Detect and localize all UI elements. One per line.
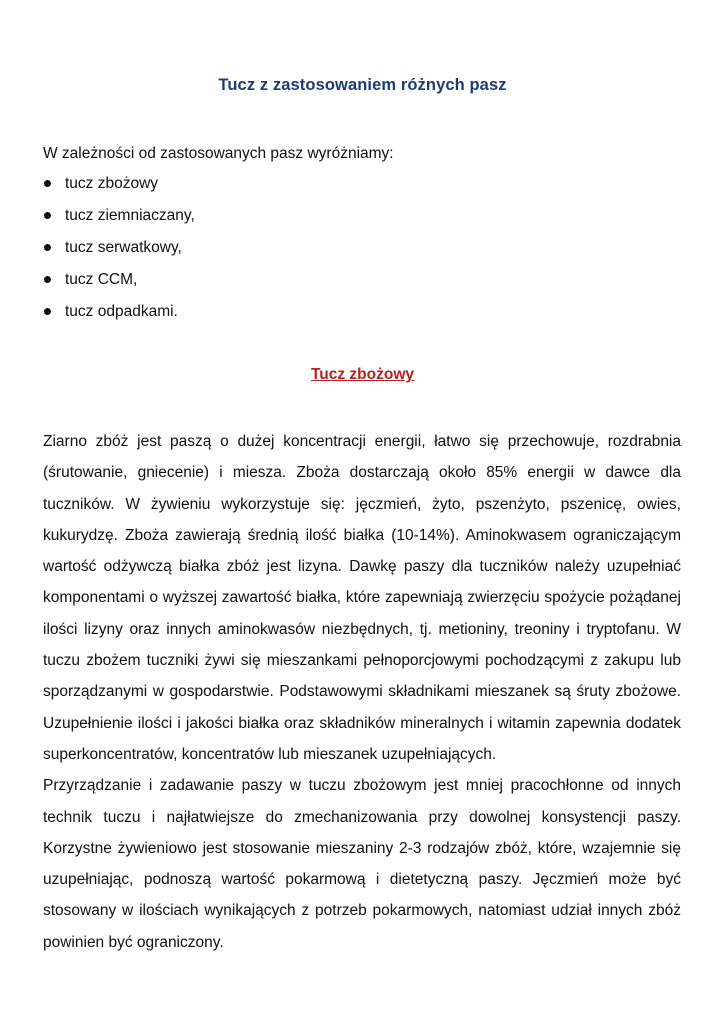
list-item-text: tucz ziemniaczany, — [65, 207, 195, 224]
list-item — [43, 206, 195, 238]
bullet-icon — [44, 212, 51, 219]
section-heading: Tucz zbożowy — [310, 366, 415, 383]
list-item-text: tucz serwatkowy, — [65, 239, 182, 256]
bullet-icon — [44, 308, 51, 315]
bullet-icon — [44, 180, 51, 187]
paragraph: Ziarno zbóż jest paszą o dużej koncentracji energii, łatwo się przechowuje, rozdrabnia (śrutowanie, gniecenie) i miesza. Zboża dostarczają około 85% energii w dawce dla tuczników. W żywieniu wykorzystuje się: jęczmień, żyto, pszenżyto, pszenicę, owies, kukurydzę. Zboża zawierają średnią ilość białka (10-14%). Aminokwasem ograniczającym wartość odżywczą białka zbóż jest lizyna. Dawkę paszy dla tuczników należy uzupełniać komponentami o wyższej zawartość białka, które zapewniają zwierzęciu spożycie pożądanej ilości lizyny oraz innych aminokwasów niezbędnych, tj. metioniny, treoniny i tryptofanu. W tuczu zbożem tuczniki żywi się mieszankami pełnoporcjowymi pochodzącymi z zakupu lub sporządzanymi w gospodarstwie. Podstawowymi składnikami mieszanek są śruty zbożowe. Uzupełnienie ilości i jakości białka oraz składników mineralnych i witamin zapewnia dodatek superkoncentratów, koncentratów lub mieszanek uzupełniających. — [43, 433, 681, 763]
bullet-icon — [44, 276, 51, 283]
paragraph: Przyrządzanie i zadawanie paszy w tuczu zbożowym jest mniej pracochłonne od innych technik tuczu i najłatwiejsze do zmechanizowania przy dowolnej konsystencji paszy. Korzystne żywieniowo jest stosowanie mieszaniny 2-3 rodzajów zbóż, które, wzajemnie się uzupełniając, podnoszą wartość pokarmową i dietetyczną paszy. Jęczmień może być stosowany w ilościach wynikających z potrzeb pokarmowych, natomiast udział innych zbóż powinien być ograniczony. — [43, 777, 681, 951]
list-item-text: tucz CCM, — [65, 271, 138, 288]
intro-text: W zależności od zastosowanych pasz wyróżniamy: — [43, 145, 394, 162]
feed-type-list — [43, 174, 195, 334]
list-item — [43, 238, 195, 270]
list-item — [43, 270, 195, 302]
document-title: Tucz z zastosowaniem różnych pasz — [218, 76, 507, 94]
list-item-text: tucz zbożowy — [65, 175, 159, 192]
list-item — [43, 174, 195, 206]
list-item — [43, 302, 195, 334]
list-item-text: tucz odpadkami. — [65, 303, 178, 320]
section-body — [43, 426, 681, 958]
bullet-icon — [44, 244, 51, 251]
